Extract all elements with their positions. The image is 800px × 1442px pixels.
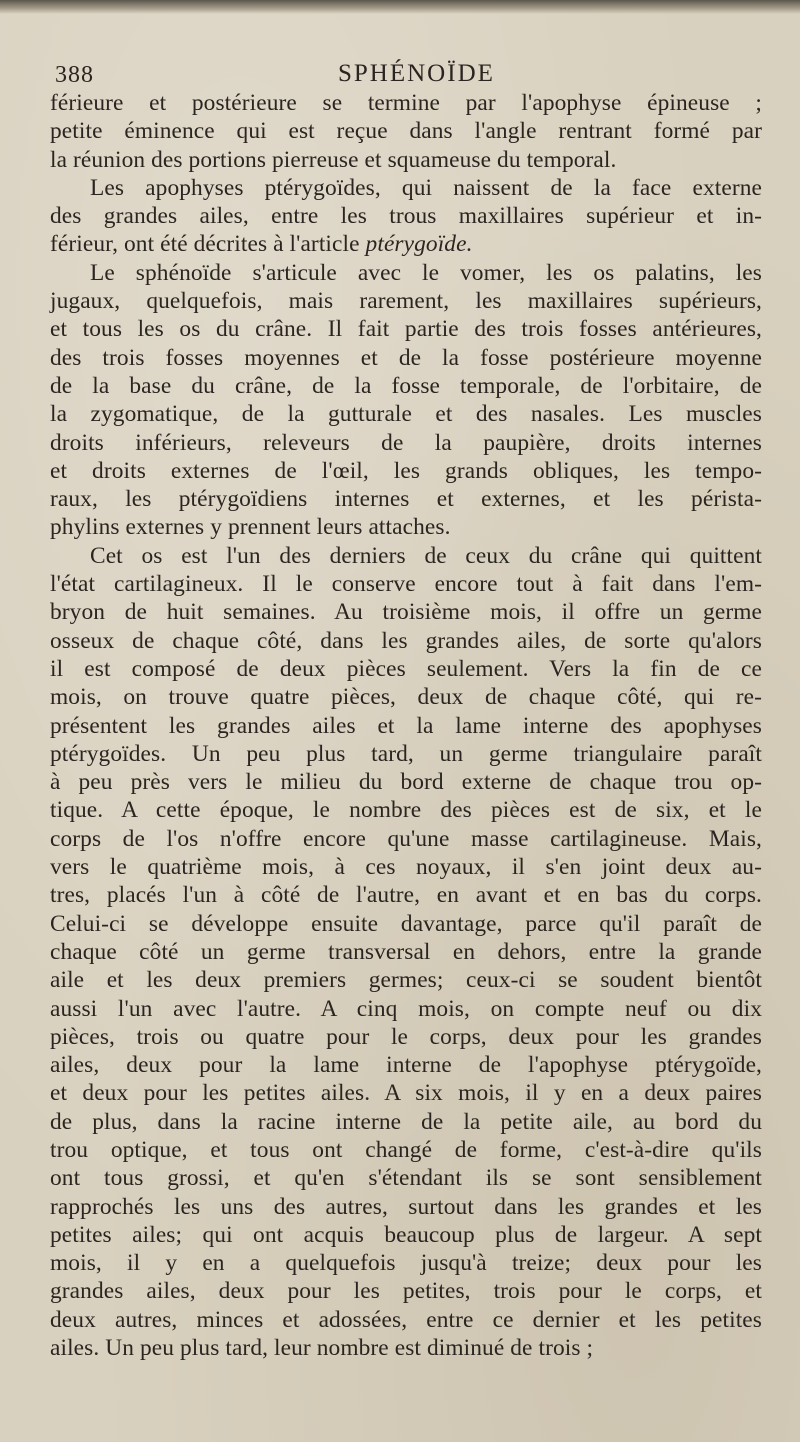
text-line: raux, les ptérygoïdiens internes et externes, et les pérista-: [50, 486, 762, 513]
text-line: et droits externes de l'œil, les grands obliques, les tempo-: [50, 457, 762, 484]
text-line: rapprochés les uns des autres, surtout dans les grandes et les: [50, 1193, 762, 1220]
running-title: SPHÉNOÏDE: [338, 60, 495, 87]
italic-term: ptérygoïde.: [365, 231, 473, 258]
text-line: osseux de chaque côté, dans les grandes ailes, de sorte qu'alors: [50, 627, 762, 654]
text-line: bryon de huit semaines. Au troisième mois, il offre un germe: [50, 599, 762, 626]
text-line: corps de l'os n'offre encore qu'une masse cartilagineuse. Mais,: [50, 825, 762, 852]
text-line: de plus, dans la racine interne de la petite aile, au bord du: [50, 1108, 762, 1135]
text-line: des grandes ailes, entre les trous maxillaires supérieur et in-: [50, 203, 762, 230]
text-line: mois, il y en a quelquefois jusqu'à treize; deux pour les: [50, 1250, 762, 1277]
text-line: Le sphénoïde s'articule avec le vomer, les os palatins, les: [90, 259, 762, 286]
text-line: ont tous grossi, et qu'en s'étendant ils se sont sensiblement: [50, 1165, 762, 1192]
text-line: présentent les grandes ailes et la lame interne des apophyses: [50, 712, 762, 739]
text-line: aile et les deux premiers germes; ceux-ci se soudent bientôt: [50, 967, 762, 994]
text-line: pièces, trois ou quatre pour le corps, deux pour les grandes: [50, 1023, 762, 1050]
text-line: il est composé de deux pièces seulement. Vers la fin de ce: [50, 655, 762, 682]
text-line: mois, on trouve quatre pièces, deux de chaque côté, qui re-: [50, 684, 762, 711]
text-line: tique. A cette époque, le nombre des pièces est de six, et le: [50, 797, 762, 824]
text-line: deux autres, minces et adossées, entre ce dernier et les petites: [50, 1306, 762, 1333]
text-line: jugaux, quelquefois, mais rarement, les maxillaires supérieurs,: [50, 288, 762, 315]
text-line: la réunion des portions pierreuse et squameuse du temporal.: [50, 146, 617, 173]
text-line: tres, placés l'un à côté de l'autre, en avant et en bas du corps.: [50, 882, 762, 909]
page-top-edge: [0, 0, 800, 14]
text-line: l'état cartilagineux. Il le conserve encore tout à fait dans l'em-: [50, 571, 762, 598]
text-line: à peu près vers le milieu du bord externe de chaque trou op-: [50, 769, 762, 796]
text-line: la zygomatique, de la gutturale et des nasales. Les muscles: [50, 401, 762, 428]
text-line: phylins externes y prennent leurs attaches.: [50, 514, 451, 541]
text-line: trou optique, et tous ont changé de forme, c'est-à-dire qu'ils: [50, 1136, 762, 1163]
text-line: Les apophyses ptérygoïdes, qui naissent de la face externe: [90, 174, 762, 201]
text-line: ailes, deux pour la lame interne de l'apophyse ptérygoïde,: [50, 1052, 762, 1079]
text-line: de la base du crâne, de la fosse temporale, de l'orbitaire, de: [50, 372, 762, 399]
text-line-with-term: [50, 230, 762, 258]
page-header: [55, 58, 755, 92]
text-line: ptérygoïdes. Un peu plus tard, un germe triangulaire paraît: [50, 740, 762, 767]
text-line: vers le quatrième mois, à ces noyaux, il s'en joint deux au-: [50, 854, 762, 881]
text-line: ailes. Un peu plus tard, leur nombre est diminué de trois ;: [50, 1335, 594, 1362]
text-segment: férieur, ont été décrites à l'article: [50, 231, 360, 258]
text-line: et tous les os du crâne. Il fait partie des trois fosses antérieures,: [50, 316, 762, 343]
text-line: et deux pour les petites ailes. A six mois, il y en a deux paires: [50, 1080, 762, 1107]
text-line: chaque côté un germe transversal en dehors, entre la grande: [50, 938, 762, 965]
text-line: petites ailes; qui ont acquis beaucoup plus de largeur. A sept: [50, 1221, 762, 1248]
text-line: Celui-ci se développe ensuite davantage, parce qu'il paraît de: [50, 910, 762, 937]
text-line: aussi l'un avec l'autre. A cinq mois, on compte neuf ou dix: [50, 995, 762, 1022]
text-line: petite éminence qui est reçue dans l'angle rentrant formé par: [50, 118, 762, 145]
text-line: droits inférieurs, releveurs de la paupière, droits internes: [50, 429, 762, 456]
text-line: grandes ailes, deux pour les petites, trois pour le corps, et: [50, 1278, 762, 1305]
text-line: des trois fosses moyennes et de la fosse postérieure moyenne: [50, 344, 762, 371]
body-text: [50, 89, 762, 1362]
text-line: férieure et postérieure se termine par l'apophyse épineuse ;: [50, 90, 762, 116]
page-number: 388: [55, 62, 94, 88]
text-line: Cet os est l'un des derniers de ceux du crâne qui quittent: [90, 542, 762, 569]
